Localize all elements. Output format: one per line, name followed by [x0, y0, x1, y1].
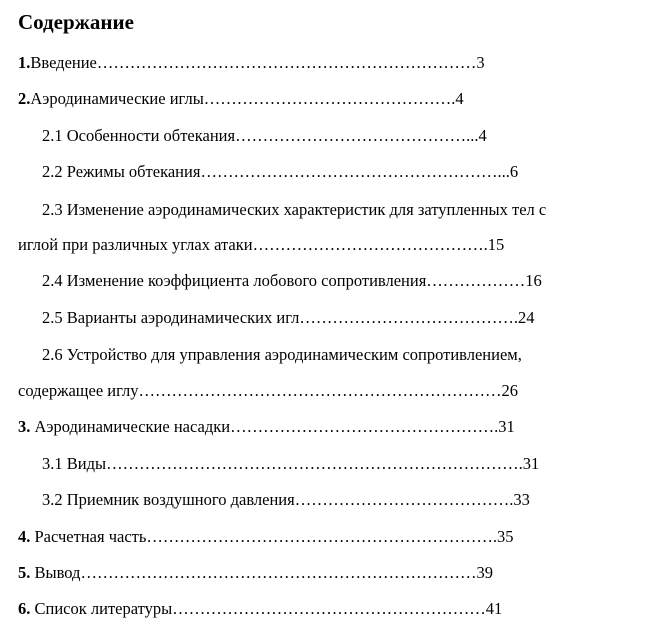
- toc-entry-dots: …………………………………….: [252, 235, 488, 254]
- toc-entry-number: 3.: [18, 417, 31, 436]
- toc-entry-text: Введение: [30, 53, 97, 72]
- toc-entry-number: 1.: [18, 53, 31, 72]
- toc-entry-dots: ………………………………………………...: [200, 162, 510, 181]
- toc-entry-text: Список литературы: [30, 599, 173, 618]
- toc-entry-text: Вывод: [30, 563, 81, 582]
- toc-entry-number: 2.: [18, 89, 31, 108]
- toc-entry-page: 39: [476, 563, 493, 582]
- toc-entry-dots: ……………………………………….: [203, 89, 456, 108]
- toc-entry-text: содержащее иглу: [18, 381, 139, 400]
- toc-entry-page: 41: [485, 599, 503, 618]
- toc-entry-2-3-line-2: [18, 235, 504, 255]
- toc-entry-2-1: [42, 126, 487, 146]
- toc-entry-dots: ………………………………………….: [230, 417, 499, 436]
- toc-entry-2-6-line-1: [42, 345, 522, 365]
- toc-entry-number: 6.: [18, 599, 31, 618]
- toc-entry-6: [18, 599, 502, 619]
- toc-entry-2: [18, 89, 464, 109]
- toc-entry-3-2: [42, 490, 530, 510]
- toc-entry-page: 24: [518, 308, 535, 327]
- toc-entry-5: [18, 563, 493, 583]
- toc-entry-dots: …………………………………………………: [172, 599, 486, 618]
- toc-entry-page: 33: [513, 490, 530, 509]
- toc-entry-text: иглой при различных углах атаки: [18, 235, 253, 254]
- toc-entry-text: 2.6 Устройство для управления аэродинамическим сопротивлением,: [42, 345, 522, 364]
- toc-entry-2-3-line-1: [42, 200, 546, 220]
- toc-entry-text: Аэродинамические насадки: [30, 417, 231, 436]
- toc-entry-dots: ………………: [426, 271, 526, 290]
- toc-entry-1: [18, 53, 485, 73]
- toc-entry-dots: ………………………………………………………………: [80, 563, 477, 582]
- toc-entry-dots: ………………………………………………………………….: [106, 454, 523, 473]
- toc-entry-text: 2.4 Изменение коэффициента лобового сопротивления: [42, 271, 427, 290]
- toc-entry-text: Аэродинамические иглы: [30, 89, 204, 108]
- toc-entry-page: 4: [478, 126, 487, 145]
- toc-entry-page: 26: [501, 381, 519, 400]
- toc-entry-page: 31: [498, 417, 515, 436]
- toc-entry-dots: ………………………………….: [299, 308, 519, 327]
- toc-entry-2-5: [42, 308, 535, 328]
- toc-entry-page: 3: [476, 53, 485, 72]
- toc-entry-dots: ……………………………………………………….: [146, 527, 497, 546]
- toc-entry-page: 16: [525, 271, 542, 290]
- toc-title: Содержание: [18, 10, 134, 34]
- toc-entry-page: 4: [455, 89, 464, 108]
- toc-entry-text: 2.3 Изменение аэродинамических характеристик для затупленных тел с: [42, 200, 547, 219]
- toc-entry-2-6-line-2: [18, 381, 518, 401]
- toc-entry-dots: ………………………………….: [294, 490, 514, 509]
- toc-entry-page: 15: [487, 235, 505, 254]
- toc-entry-text: 3.2 Приемник воздушного давления: [42, 490, 295, 509]
- toc-entry-text: 2.2 Режимы обтекания: [42, 162, 201, 181]
- toc-entry-dots: ……………………………………………………………: [96, 53, 477, 72]
- toc-entry-dots: …………………………………………………………: [138, 381, 502, 400]
- toc-entry-page: 31: [522, 454, 540, 473]
- toc-entry-page: 35: [497, 527, 514, 546]
- toc-entry-dots: ……………………………………...: [235, 126, 479, 145]
- toc-entry-2-2: [42, 162, 518, 182]
- toc-entry-2-4: [42, 271, 542, 291]
- toc-entry-text: Расчетная часть: [30, 527, 147, 546]
- toc-entry-3: [18, 417, 515, 437]
- toc-entry-text: 2.5 Варианты аэродинамических игл: [42, 308, 300, 327]
- toc-entry-page: 6: [509, 162, 519, 181]
- toc-entry-3-1: [42, 454, 539, 474]
- toc-entry-text: 3.1 Виды: [42, 454, 107, 473]
- toc-entry-number: 4.: [18, 527, 31, 546]
- toc-entry-number: 5.: [18, 563, 31, 582]
- toc-entry-4: [18, 527, 514, 547]
- toc-entry-text: 2.1 Особенности обтекания: [42, 126, 236, 145]
